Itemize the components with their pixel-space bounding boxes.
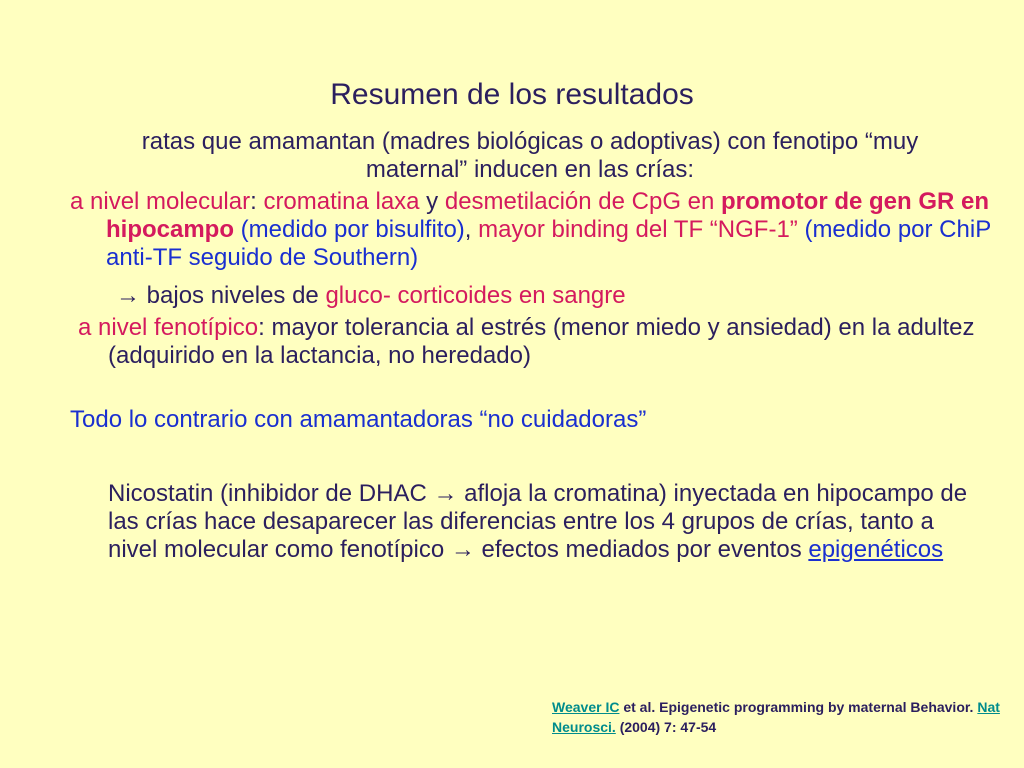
phenotypic-label: a nivel fenotípico xyxy=(78,314,259,341)
molecular-and: y xyxy=(419,188,445,215)
paragraph-molecular xyxy=(70,188,1016,272)
slide-title: Resumen de los resultados xyxy=(330,78,694,111)
author-link[interactable]: Weaver IC xyxy=(552,699,620,715)
paragraph-contrary: Todo lo contrario con amamantadoras “no cuidadoras” xyxy=(70,406,647,433)
molecular-chromatin: cromatina laxa xyxy=(263,188,420,215)
molecular-label: a nivel molecular xyxy=(70,188,251,215)
epigenetic-link[interactable]: epigenéticos xyxy=(808,536,944,563)
paragraph-nicostatin xyxy=(108,480,988,564)
molecular-bisulfite: (medido por bisulfito) xyxy=(234,216,465,243)
molecular-demethylation: desmetilación de CpG en xyxy=(444,188,722,215)
molecular-comma: , xyxy=(464,216,479,243)
reference xyxy=(552,697,1002,737)
reference-etal: et al. xyxy=(619,699,660,715)
reference-citation: (2004) 7: 47-54 xyxy=(615,719,717,735)
molecular-colon: : xyxy=(250,188,264,215)
paragraph-phenotypic xyxy=(78,314,1013,370)
glucocorticoids-prefix: → bajos niveles de xyxy=(116,282,326,309)
molecular-chip: (medido por ChiP anti-TF seguido de Southern) xyxy=(106,216,991,271)
paragraph-intro: ratas que amamantan (madres biológicas o adoptivas) con fenotipo “muy maternal” inducen en las crías: xyxy=(141,128,919,183)
journal-link[interactable]: Nat Neurosci. xyxy=(552,699,1000,735)
nicostatin-text: Nicostatin (inhibidor de DHAC → afloja la cromatina) inyectada en hipocampo de las crías hace desaparecer las diferencias entre los 4 grupos de crías, tanto a nivel molecular como fenotípico → efectos mediados por eventos xyxy=(108,480,968,563)
reference-title: Epigenetic programming by maternal Behavior. xyxy=(659,699,978,715)
glucocorticoids-highlight: gluco- corticoides en sangre xyxy=(325,282,626,309)
phenotypic-text: : mayor tolerancia al estrés (menor miedo y ansiedad) en la adultez (adquirido en la lactancia, no heredado) xyxy=(108,314,975,369)
paragraph-glucocorticoids xyxy=(116,282,976,310)
molecular-binding: mayor binding del TF “NGF-1” xyxy=(478,216,798,243)
molecular-promoter: promotor de gen GR en hipocampo xyxy=(106,188,990,243)
